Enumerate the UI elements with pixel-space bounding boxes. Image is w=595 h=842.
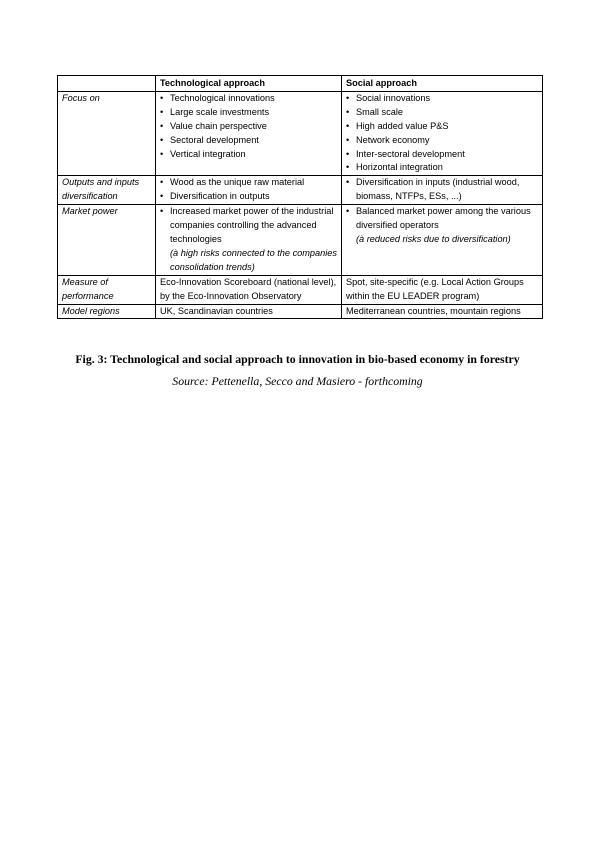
list-item: • High added value P&S [346,120,538,134]
table-row-market-power [58,205,543,276]
tech-cell [156,91,342,175]
row-label: Measure of performance [58,275,156,304]
tech-cell: UK, Scandinavian countries [156,304,342,319]
table-row-outputs-inputs [58,176,543,205]
row-label: Market power [58,205,156,276]
bullet-list [160,205,337,247]
list-item: • Sectoral development [160,134,337,148]
table-row-measure-of-performance [58,275,543,304]
list-item: • Value chain perspective [160,120,337,134]
figure-caption: Fig. 3: Technological and social approach to innovation in bio-based economy in forestry [75,352,520,366]
list-item: • Social innovations [346,92,538,106]
header-social-approach: Social approach [342,76,543,92]
list-item: • Balanced market power among the various diversified operators [346,205,538,233]
list-item: • Large scale investments [160,106,337,120]
list-item: • Network economy [346,134,538,148]
bullet-list [160,176,337,204]
bullet-list [346,92,538,175]
header-empty-cell [58,76,156,92]
table-row-model-regions [58,304,543,319]
list-item: • Wood as the unique raw material [160,176,337,190]
row-label: Model regions [58,304,156,319]
risk-note: (à high risks connected to the companies consolidation trends) [170,247,337,272]
social-cell: Spot, site-specific (e.g. Local Action Groups within the EU LEADER program) [342,275,543,304]
list-item: • Horizontal integration [346,161,538,175]
list-item: • Diversification in outputs [160,190,337,204]
tech-cell [156,205,342,276]
tech-cell: Eco-Innovation Scoreboard (national level), by the Eco-Innovation Observatory [156,275,342,304]
bullet-list [346,205,538,233]
bullet-list [160,92,337,162]
social-cell [342,176,543,205]
list-item: • Increased market power of the industrial companies controlling the advanced technologies [160,205,337,247]
comparison-table [57,75,543,319]
row-label: Outputs and inputs diversification [58,176,156,205]
list-item: • Diversification in inputs (industrial wood, biomass, NTFPs, ESs, ...) [346,176,538,204]
figure-source: Source: Pettenella, Secco and Masiero - forthcoming [172,374,423,388]
list-item: • Small scale [346,106,538,120]
table-row-focus-on [58,91,543,175]
table-header-row [58,76,543,92]
social-cell [342,91,543,175]
social-cell: Mediterranean countries, mountain regions [342,304,543,319]
tech-cell [156,176,342,205]
list-item: • Technological innovations [160,92,337,106]
row-label: Focus on [58,91,156,175]
social-cell [342,205,543,276]
header-technological-approach: Technological approach [156,76,342,92]
risk-note: (à reduced risks due to diversification) [356,233,511,244]
list-item: • Vertical integration [160,148,337,162]
bullet-list [346,176,538,204]
list-item: • Inter-sectoral development [346,148,538,162]
